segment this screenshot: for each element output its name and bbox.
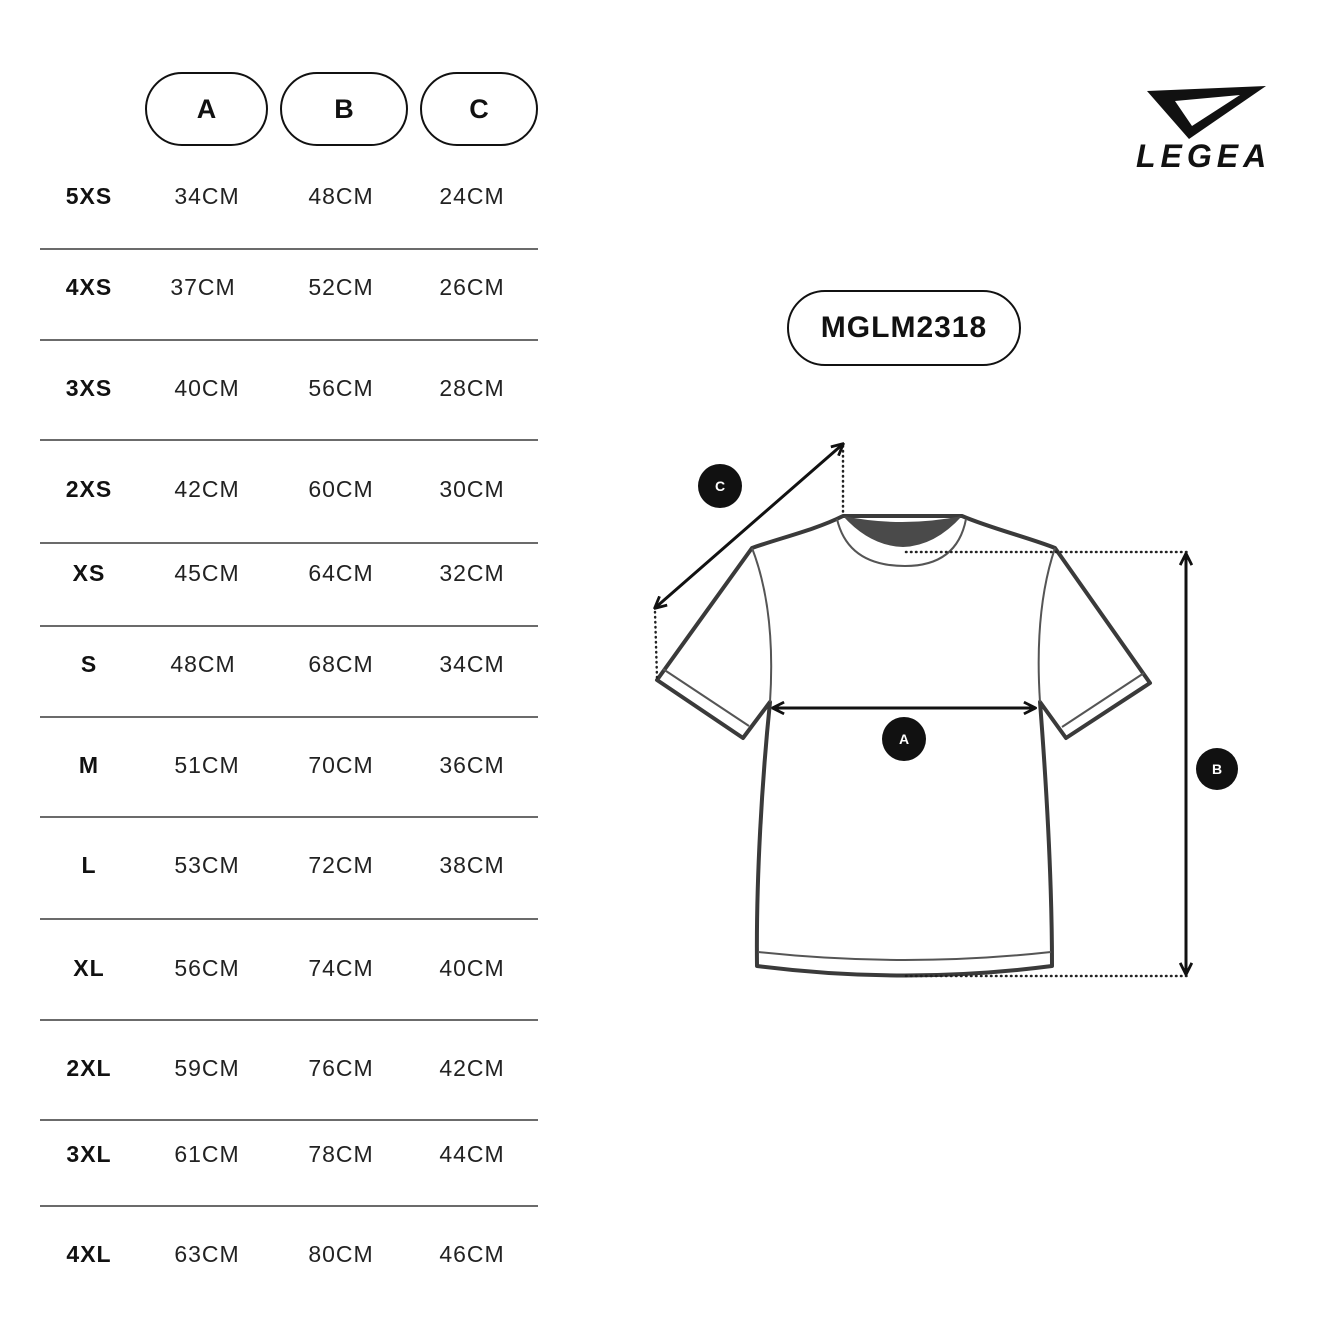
measurement-a: 53CM (174, 852, 240, 878)
measurement-c: 44CM (439, 1141, 505, 1167)
measurement-a: 59CM (174, 1055, 240, 1081)
table-row (0, 1236, 560, 1272)
measurement-a: 63CM (174, 1241, 240, 1267)
measurement-a: 40CM (174, 375, 240, 401)
table-row (0, 1050, 560, 1086)
size-label: S (80, 651, 98, 677)
row-separator (40, 339, 538, 341)
measurement-c: 40CM (439, 955, 505, 981)
measurement-c: 26CM (439, 274, 505, 300)
table-row (0, 847, 560, 883)
measurement-b: 52CM (308, 274, 374, 300)
measurement-c: 28CM (439, 375, 505, 401)
measurement-a: 34CM (174, 183, 240, 209)
table-row (0, 370, 560, 406)
measurement-b: 64CM (308, 560, 374, 586)
measurement-a: 42CM (174, 476, 240, 502)
table-row (0, 471, 560, 507)
measurement-b: 78CM (308, 1141, 374, 1167)
row-separator (40, 1119, 538, 1121)
row-separator (40, 918, 538, 920)
measurement-c: 34CM (439, 651, 505, 677)
measurement-a: 48CM (170, 651, 236, 677)
size-label: 2XL (66, 1055, 112, 1081)
row-separator (40, 625, 538, 627)
row-separator (40, 1019, 538, 1021)
measurement-b: 76CM (308, 1055, 374, 1081)
size-label: 5XS (65, 183, 113, 209)
measurement-c: 36CM (439, 752, 505, 778)
row-separator (40, 248, 538, 250)
measurement-a: 56CM (174, 955, 240, 981)
size-label: M (78, 752, 100, 778)
row-separator (40, 1205, 538, 1207)
column-header-b: B (280, 72, 408, 146)
size-label: 2XS (65, 476, 113, 502)
measurement-c: 32CM (439, 560, 505, 586)
row-separator (40, 816, 538, 818)
table-row (0, 950, 560, 986)
model-code-badge: MGLM2318 (787, 290, 1021, 366)
table-row (0, 178, 560, 214)
size-label: 3XS (65, 375, 113, 401)
measurement-c: 30CM (439, 476, 505, 502)
measurement-b: 68CM (308, 651, 374, 677)
badge-c-label: C (714, 478, 726, 494)
measurement-c: 46CM (439, 1241, 505, 1267)
table-row (0, 269, 560, 305)
badge-a-label: A (898, 731, 910, 747)
tshirt-diagram (640, 420, 1260, 1000)
measurement-b: 48CM (308, 183, 374, 209)
column-header-a: A (145, 72, 268, 146)
table-row (0, 747, 560, 783)
size-label: XS (72, 560, 106, 586)
size-label: 4XL (66, 1241, 112, 1267)
measurement-b: 56CM (308, 375, 374, 401)
measurement-b: 74CM (308, 955, 374, 981)
row-separator (40, 439, 538, 441)
table-row (0, 646, 560, 682)
size-label: 3XL (66, 1141, 112, 1167)
measurement-b: 60CM (308, 476, 374, 502)
row-separator (40, 716, 538, 718)
measurement-a: 61CM (174, 1141, 240, 1167)
measurement-c: 24CM (439, 183, 505, 209)
measurement-c: 38CM (439, 852, 505, 878)
column-header-c: C (420, 72, 538, 146)
measurement-c: 42CM (439, 1055, 505, 1081)
size-label: 4XS (65, 274, 113, 300)
measurement-a: 37CM (170, 274, 236, 300)
row-separator (40, 542, 538, 544)
table-row (0, 555, 560, 591)
measurement-b: 70CM (308, 752, 374, 778)
badge-b-label: B (1211, 761, 1223, 777)
measurement-b: 80CM (308, 1241, 374, 1267)
dotted-guide-c-bottom (655, 612, 657, 678)
logo-swoosh-shape (1147, 86, 1266, 139)
logo-swoosh-icon (1140, 80, 1274, 144)
size-label: L (81, 852, 97, 878)
measurement-a: 51CM (174, 752, 240, 778)
logo-wordmark: LEGEA (1136, 138, 1272, 174)
size-label: XL (73, 955, 105, 981)
measurement-b: 72CM (308, 852, 374, 878)
table-row (0, 1136, 560, 1172)
measurement-a: 45CM (174, 560, 240, 586)
